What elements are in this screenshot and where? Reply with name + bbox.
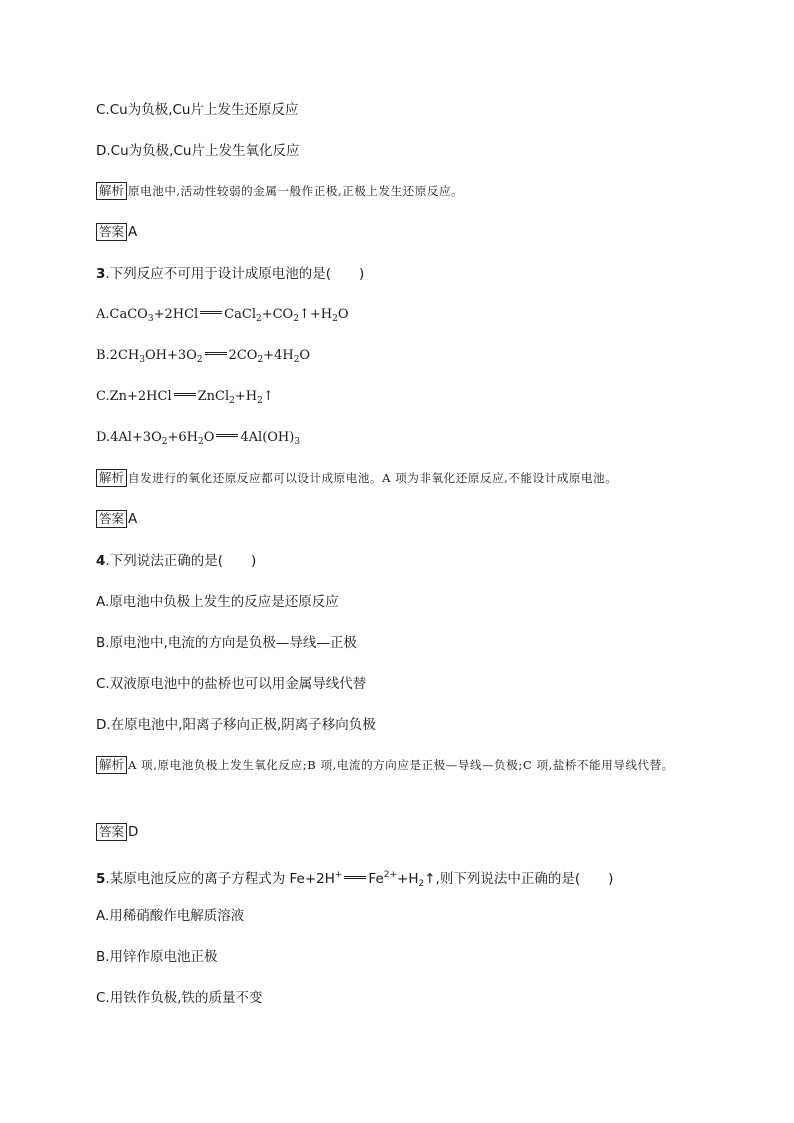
q3-answer xyxy=(96,509,706,530)
q4-option-b: B.原电池中,电流的方向是负极—导线—正极 xyxy=(96,635,357,651)
question-number: 4 xyxy=(96,553,106,569)
q3-option-c: C.Zn+2HCl $ZnCl_2+H_2↑$ xyxy=(96,389,274,406)
q5-option-a: A.用稀硝酸作电解质溶液 xyxy=(96,908,245,924)
q3-analysis xyxy=(96,468,706,489)
q2-analysis xyxy=(96,181,706,202)
equals-sign xyxy=(200,311,222,314)
analysis-label: 解析 xyxy=(96,469,127,487)
answer-value: A xyxy=(128,511,138,527)
answer-value: D xyxy=(128,824,139,840)
analysis-text: A 项,原电池负极上发生氧化反应;B 项,电流的方向应是正极—导线—负极;C 项,盐桥不能用导线代替。 xyxy=(128,758,674,772)
q5-option-c: C.用铁作负极,铁的质量不变 xyxy=(96,990,263,1006)
q3-stem: 3.下列反应不可用于设计成原电池的是( ) xyxy=(96,266,365,282)
q4-analysis xyxy=(96,752,706,779)
analysis-text: 原电池中,活动性较弱的金属一般作正极,正极上发生还原反应。 xyxy=(128,184,464,198)
question-text: .下列反应不可用于设计成原电池的是( xyxy=(105,266,331,282)
question-text: .下列说法正确的是( xyxy=(105,553,223,569)
q4-option-c: C.双液原电池中的盐桥也可以用金属导线代替 xyxy=(96,676,367,692)
answer-label: 答案 xyxy=(96,223,127,241)
q4-option-d: D.在原电池中,阳离子移向正极,阴离子移向负极 xyxy=(96,717,376,733)
answer-value: A xyxy=(128,224,138,240)
q2-option-c: C.Cu为负极,Cu片上发生还原反应 xyxy=(96,102,299,118)
answer-label: 答案 xyxy=(96,510,127,528)
analysis-label: 解析 xyxy=(96,182,127,200)
q3-option-a: A.CaCO$_3$+2HCl $CaCl_2+CO_2↑+H_2O$ xyxy=(96,307,349,324)
analysis-label: 解析 xyxy=(96,756,127,774)
equals-sign xyxy=(344,876,366,879)
q4-stem: 4.下列说法正确的是( ) xyxy=(96,553,257,569)
q4-answer xyxy=(96,822,706,843)
equals-sign xyxy=(174,393,196,396)
q5-stem: 5.某原电池反应的离子方程式为 Fe+2H+ $Fe^{2+}+H_2↑$,则下列说法中正确的是( ) xyxy=(96,870,614,889)
question-text: .某原电池反应的离子方程式为 Fe+2H xyxy=(105,871,335,887)
q2-answer xyxy=(96,222,706,243)
q4-option-a: A.原电池中负极上发生的反应是还原反应 xyxy=(96,594,339,610)
q5-option-b: B.用锌作原电池正极 xyxy=(96,949,218,965)
analysis-text: 自发进行的氧化还原反应都可以设计成原电池。A 项为非氧化还原反应,不能设计成原电池。 xyxy=(128,471,618,485)
q3-option-b: $B.2CH_3OH+3O_2$ $2CO_2+4H_2O$ xyxy=(96,348,311,365)
q2-option-d: D.Cu为负极,Cu片上发生氧化反应 xyxy=(96,143,300,159)
question-number: 5 xyxy=(96,871,106,887)
equals-sign xyxy=(216,434,238,437)
question-number: 3 xyxy=(96,266,106,282)
q3-option-d: $D.4Al+3O_2+6H_2O$ $4Al(OH)_3$ xyxy=(96,430,301,447)
equals-sign xyxy=(205,352,227,355)
answer-label: 答案 xyxy=(96,823,127,841)
